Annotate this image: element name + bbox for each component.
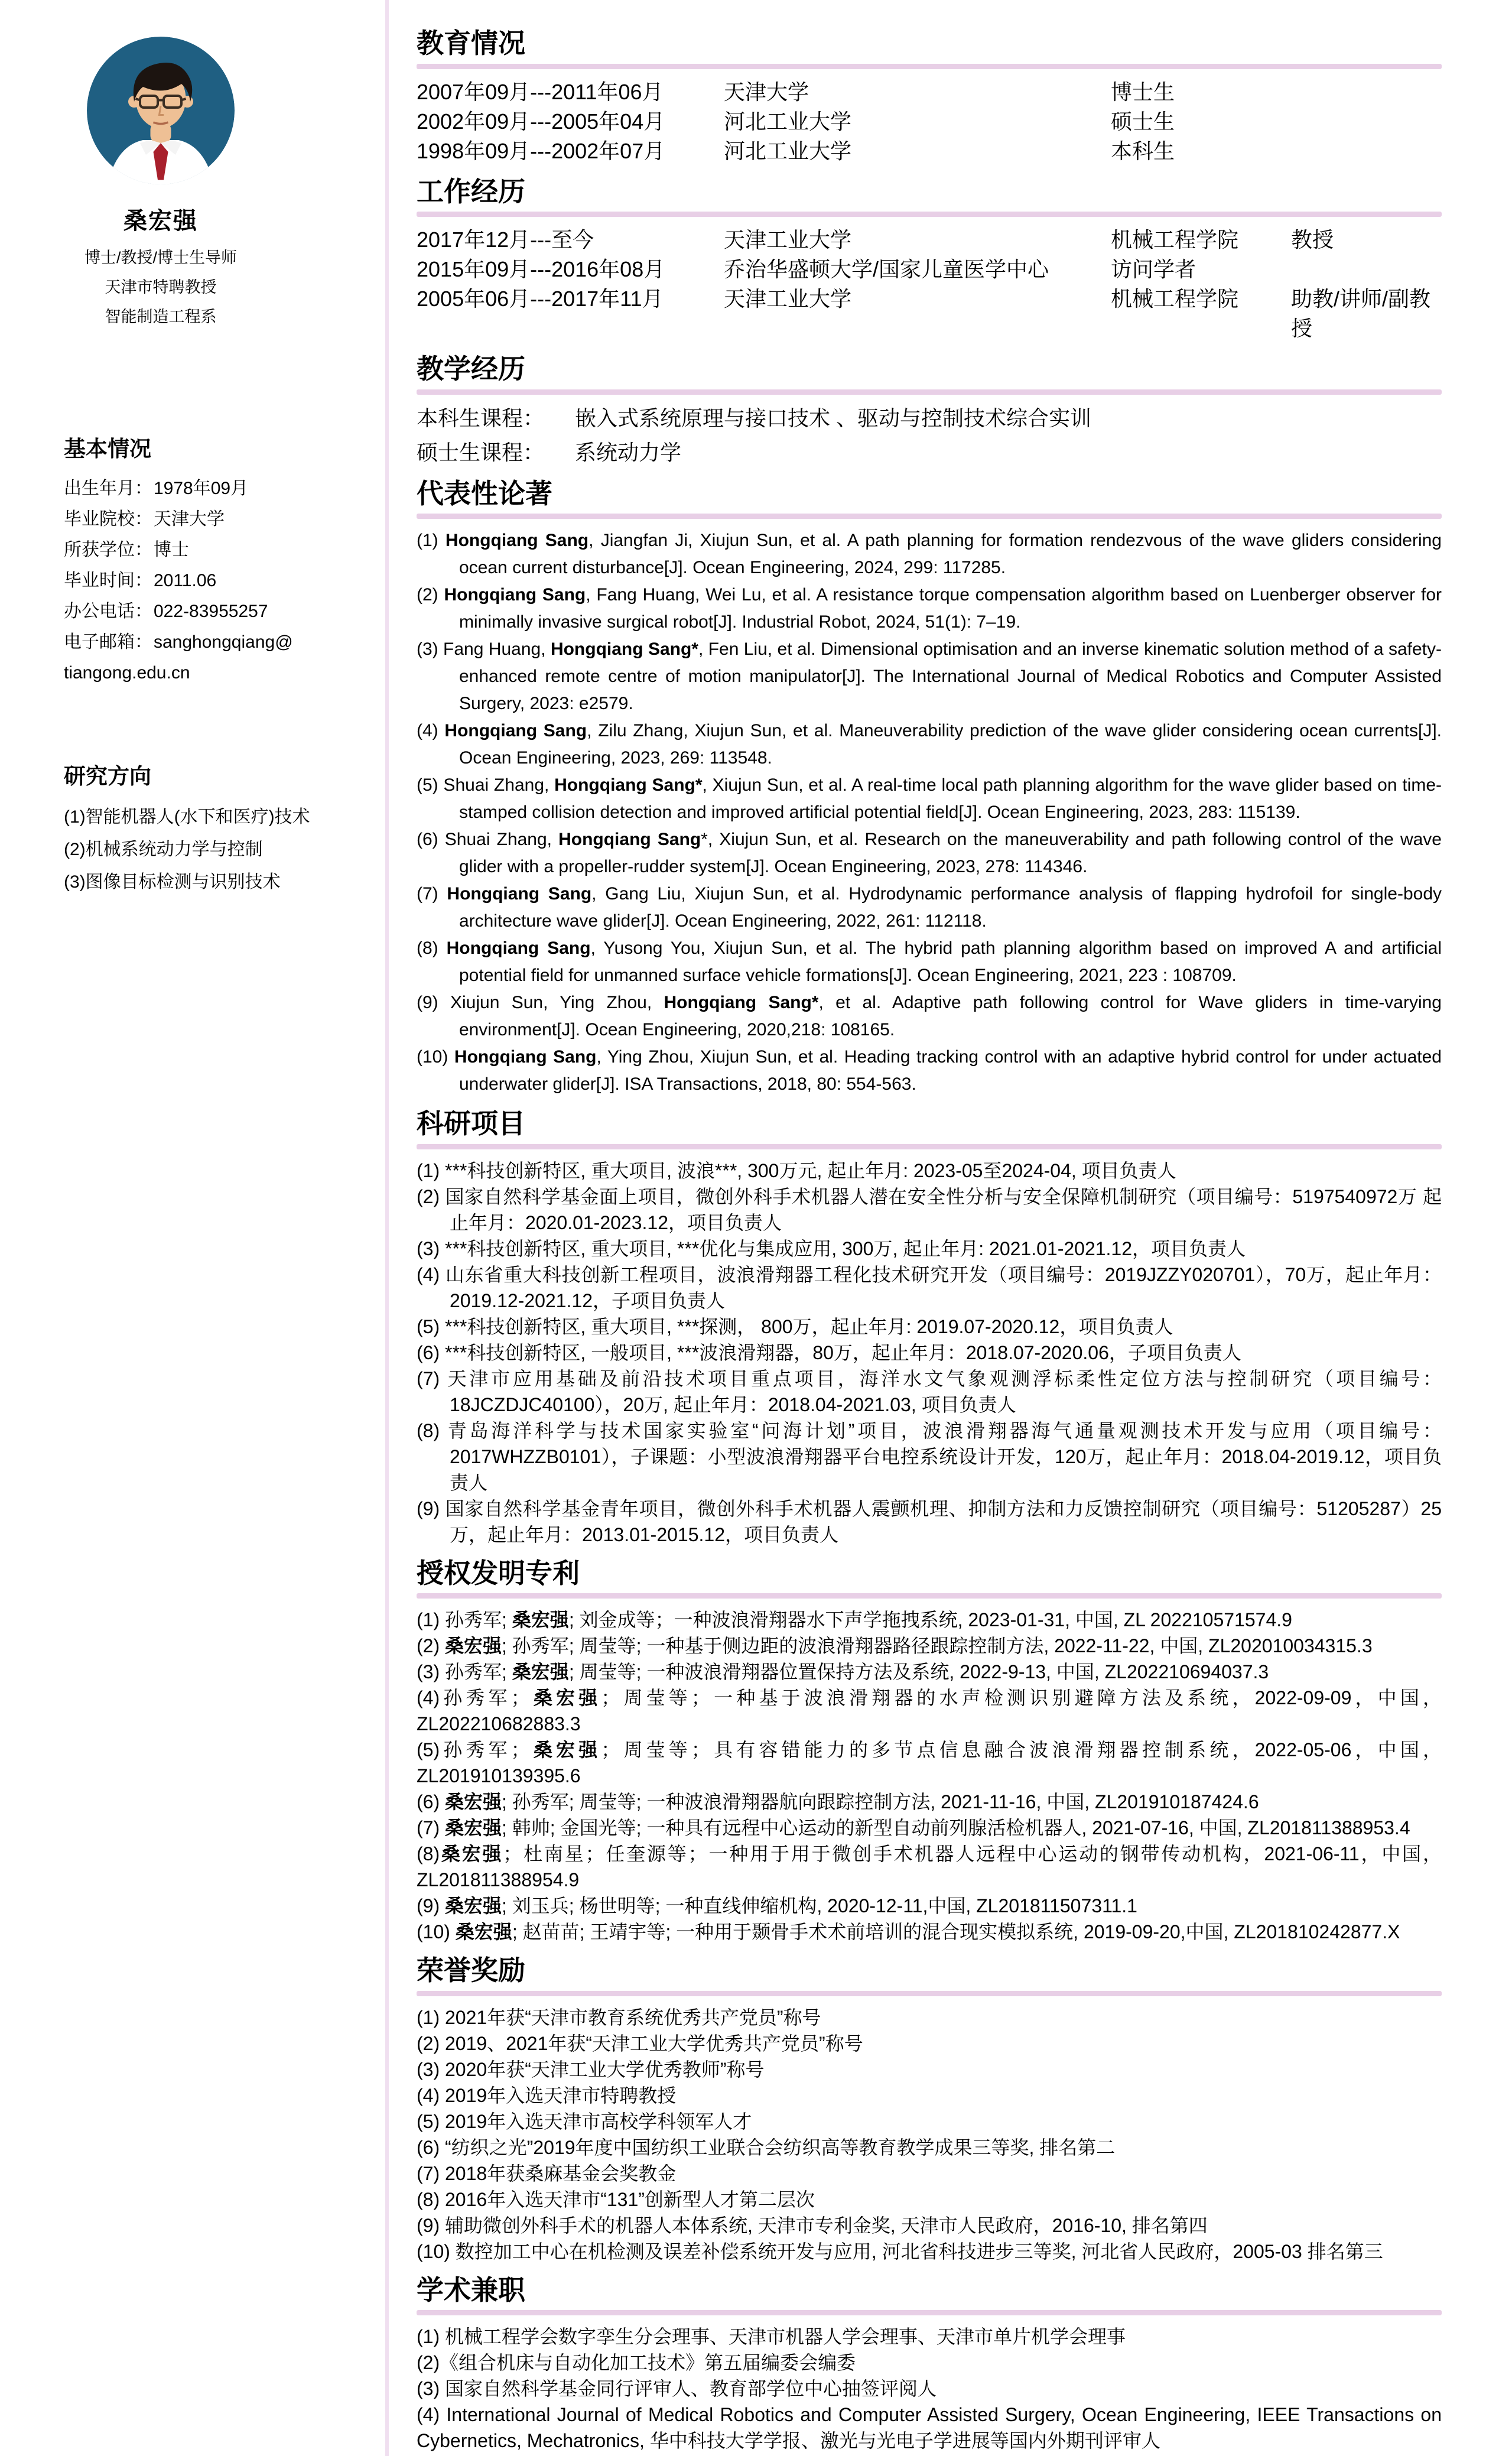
info-label: 出生年月： <box>64 479 152 498</box>
honor-item: (6) “纺织之光”2019年度中国纺织工业联合会纺织高等教育教学成果三等奖, 排名第二 <box>417 2136 1116 2158</box>
table-row <box>417 107 1442 137</box>
table-cell: 1998年09月---2002年07月 <box>417 138 665 163</box>
text-segment: (1) 孙秀军; <box>417 1609 512 1631</box>
table-cell: 机械工程学院 <box>1111 228 1239 252</box>
highlighted-author-name: 桑宏强 <box>529 1687 601 1709</box>
text-segment: ；杜南星；任奎源等；一种用于用于微创手术机器人远程中心运动的钢带传动机构，2021-06-11，中国，ZL201811388954.9 <box>417 1843 1442 1891</box>
table-cell: 天津工业大学 <box>724 228 852 252</box>
research-heading: 研究方向 <box>64 764 151 788</box>
info-row <box>64 504 373 535</box>
text-segment: ; 赵苗苗; 王靖宇等; 一种用于颞骨手术术前培训的混合现实模拟系统, 2019-09-20,中国, ZL201810242877.X <box>512 1921 1400 1943</box>
highlighted-author-name: Hongqiang Sang <box>444 585 586 605</box>
table-cell: 系统动力学 <box>575 440 682 464</box>
project-item: (6) ***科技创新特区, 一般项目, ***波浪滑翔器，80万，起止年月：2018.07-2020.06，子项目负责人 <box>417 1341 1241 1363</box>
basic-info-rows <box>64 473 373 688</box>
highlighted-author-name: 桑宏强 <box>445 1635 502 1657</box>
patent-item <box>417 1685 1442 1737</box>
text-segment: , Fen Liu, et al. Dimensional optimisation and an inverse kinematic solution method of a safety-enhanced remote centre of motion manipulator[J]. The International Journal of Medical Robotics and Computer Assisted Surgery, 2023: e2579. <box>459 639 1442 714</box>
patent-item <box>417 1893 1442 1919</box>
person-title-line: 博士/教授/博士生导师 <box>84 249 237 267</box>
highlighted-author-name: Hongqiang Sang <box>447 884 592 904</box>
info-value: 2011.06 <box>154 571 217 590</box>
table-cell: 教授 <box>1291 228 1334 252</box>
patent-item <box>417 1737 1442 1789</box>
publication-item <box>417 581 1442 636</box>
table-cell: 助教/讲师/副教授 <box>1291 287 1431 341</box>
text-segment: ; 刘玉兵; 杨世明等; 一种直线伸缩机构, 2020-12-11,中国, ZL201811507311.1 <box>502 1895 1137 1917</box>
basic-info-section <box>64 431 373 688</box>
text-segment: *, Xiujun Sun, et al. Research on the maneuverability and path following control of the wave glider with a propeller-rudder system[J]. Ocean Engineering, 2023, 278: 114346. <box>459 830 1442 877</box>
text-segment: (6) <box>417 1791 445 1813</box>
research-items <box>64 801 373 898</box>
text-segment: , Xiujun Sun, et al. A real-time local path planning algorithm for the wave glider based on time-stamped collision detection and improved artificial potential field[J]. Ocean Engineering, 2023, 283: 115139. <box>459 775 1442 823</box>
section-patents <box>417 1558 1442 1945</box>
info-row <box>64 627 373 658</box>
info-row <box>64 658 373 688</box>
table-cell: 2007年09月---2011年06月 <box>417 79 664 104</box>
main-content <box>417 0 1442 2454</box>
education-table <box>417 77 1442 166</box>
honor-item: (7) 2018年获桑麻基金会奖教金 <box>417 2162 677 2184</box>
highlighted-author-name: 桑宏强 <box>529 1739 601 1761</box>
highlighted-author-name: Hongqiang Sang <box>454 1047 597 1067</box>
section-honors <box>417 1955 1442 2265</box>
patent-item <box>417 1841 1442 1893</box>
section-heading-publications: 代表性论著 <box>417 477 552 509</box>
text-segment: ; 刘金成等；一种波浪滑翔器水下声学拖拽系统, 2023-01-31, 中国, ZL 202210571574.9 <box>568 1609 1292 1631</box>
text-segment: , Gang Liu, Xiujun Sun, et al. Hydrodynamic performance analysis of flapping hydrofoil for single-body architecture wave glider[J]. Ocean Engineering, 2022, 261: 112118. <box>459 884 1442 931</box>
section-heading-education: 教育情况 <box>417 28 525 59</box>
table-row <box>417 77 1442 107</box>
vertical-divider <box>385 0 389 2456</box>
section-underline <box>417 64 1442 69</box>
table-row <box>417 255 1442 284</box>
section-education <box>417 28 1442 166</box>
person-name: 桑宏强 <box>123 208 198 234</box>
text-segment: (8) <box>417 1843 440 1865</box>
section-underline <box>417 1593 1442 1599</box>
teaching-table <box>417 403 1442 468</box>
text-segment: (1) <box>417 531 446 551</box>
text-segment: (2) <box>417 1635 445 1657</box>
text-segment: ；周莹等；一种基于波浪滑翔器的水声检测识别避障方法及系统，2022-09-09，中国，ZL202210682883.3 <box>417 1687 1442 1735</box>
academic-position-item: (1) 机械工程学会数字孪生分会理事、天津市机器人学会理事、天津市单片机学会理事 <box>417 2326 1126 2348</box>
section-underline <box>417 389 1442 395</box>
text-segment: (7) <box>417 884 447 904</box>
text-segment: ; 孙秀军; 周莹等; 一种基于侧边距的波浪滑翔器路径跟踪控制方法, 2022-11-22, 中国, ZL202010034315.3 <box>502 1635 1373 1657</box>
patent-item <box>417 1633 1442 1659</box>
text-segment: (7) <box>417 1817 445 1839</box>
text-segment: , Yusong You, Xiujun Sun, et al. The hybrid path planning algorithm based on improved A and artificial potential field for unmanned surface vehicle formations[J]. Ocean Engineering, 2021, 223 : 108709. <box>459 938 1442 986</box>
section-underline <box>417 2310 1442 2315</box>
info-label: 所获学位： <box>64 540 152 560</box>
table-cell: 本科生 <box>1111 138 1175 163</box>
section-academic-positions <box>417 2275 1442 2454</box>
profile-header <box>60 37 261 332</box>
info-value: 1978年09月 <box>154 479 249 498</box>
highlighted-author-name: Hongqiang Sang <box>446 938 591 959</box>
academic-position-item: (3) 国家自然科学基金同行评审人、教育部学位中心抽签评阅人 <box>417 2378 937 2400</box>
info-row <box>64 596 373 627</box>
info-value: 天津大学 <box>154 509 225 529</box>
text-segment: (5)孙秀军； <box>417 1739 530 1761</box>
highlighted-author-name: 桑宏强 <box>512 1609 569 1631</box>
text-segment: ; 周莹等; 一种波浪滑翔器位置保持方法及系统, 2022-9-13, 中国, ZL202210694037.3 <box>568 1661 1269 1683</box>
publication-item <box>417 826 1442 881</box>
info-label: 电子邮箱： <box>64 632 152 652</box>
patent-item <box>417 1919 1442 1945</box>
highlighted-author-name: 桑宏强 <box>445 1817 502 1839</box>
table-row <box>417 403 1442 434</box>
project-list <box>417 1158 1442 1548</box>
honor-item: (9) 辅助微创外科手术的机器人本体系统, 天津市专利金奖, 天津市人民政府，2016-10, 排名第四 <box>417 2214 1208 2236</box>
highlighted-author-name: Hongqiang Sang <box>558 830 701 850</box>
section-heading-academic-positions: 学术兼职 <box>417 2274 525 2305</box>
academic-position-item: (2)《组合机床与自动化加工技术》第五届编委会编委 <box>417 2352 856 2374</box>
section-teaching <box>417 354 1442 468</box>
table-cell: 硕士生课程： <box>417 440 545 464</box>
honor-item: (8) 2016年入选天津市“131”创新型人才第二层次 <box>417 2188 815 2210</box>
research-direction: (3)图像目标检测与识别技术 <box>64 872 281 892</box>
publication-item <box>417 527 1442 581</box>
text-segment: ; 孙秀军; 周莹等; 一种波浪滑翔器航向跟踪控制方法, 2021-11-16, 中国, ZL201910187424.6 <box>502 1791 1259 1813</box>
project-item: (7) 天津市应用基础及前沿技术项目重点项目，海洋水文气象观测浮标柔性定位方法与控制研究（项目编号：18JCZDJC40100），20万, 起止年月：2018.04-2021.03, 项目负责人 <box>417 1367 1442 1415</box>
work-table <box>417 225 1442 343</box>
text-segment: (10) <box>417 1921 456 1943</box>
info-row <box>64 535 373 566</box>
text-segment: , Zilu Zhang, Xiujun Sun, et al. Maneuverability prediction of the wave glider considering ocean currents[J]. Ocean Engineering, 2023, 269: 113548. <box>459 721 1442 768</box>
highlighted-author-name: 桑宏强 <box>440 1843 503 1865</box>
section-heading-patents: 授权发明专利 <box>417 1557 580 1588</box>
text-segment: (8) <box>417 938 447 959</box>
table-cell: 河北工业大学 <box>724 138 852 163</box>
table-cell <box>1291 137 1442 166</box>
info-value: tiangong.edu.cn <box>64 663 190 683</box>
patent-item <box>417 1607 1442 1633</box>
text-segment: (5) Shuai Zhang, <box>417 775 555 795</box>
table-cell: 2005年06月---2017年11月 <box>417 287 664 311</box>
academic-position-list <box>417 2324 1442 2454</box>
research-direction: (1)智能机器人(水下和医疗)技术 <box>64 807 310 827</box>
honor-item: (1) 2021年获“天津市教育系统优秀共产党员”称号 <box>417 2006 821 2028</box>
highlighted-author-name: 桑宏强 <box>455 1921 512 1943</box>
table-cell: 乔治华盛顿大学/国家儿童医学中心 <box>724 257 1049 282</box>
honor-item: (2) 2019、2021年获“天津工业大学优秀共产党员”称号 <box>417 2032 863 2054</box>
table-cell: 本科生课程： <box>417 405 545 430</box>
text-segment: (2) <box>417 585 444 605</box>
highlighted-author-name: 桑宏强 <box>445 1791 502 1813</box>
person-title-line: 智能制造工程系 <box>105 308 217 326</box>
info-value: sanghongqiang@ <box>154 632 293 652</box>
text-segment: (9) <box>417 1895 445 1917</box>
text-segment: , et al. Adaptive path following control for Wave gliders in time-varying environment[J]. Ocean Engineering, 2020,218: 108165. <box>459 993 1442 1040</box>
section-underline <box>417 514 1442 519</box>
patent-item <box>417 1789 1442 1815</box>
publication-item <box>417 1044 1442 1098</box>
table-cell: 博士生 <box>1111 79 1175 104</box>
project-item: (5) ***科技创新特区, 重大项目, ***探测， 800万，起止年月: 2019.07-2020.12，项目负责人 <box>417 1315 1173 1337</box>
project-item: (9) 国家自然科学基金青年项目，微创外科手术机器人震颤机理、抑制方法和力反馈控制研究（项目编号：51205287）25万，起止年月：2013.01-2015.12，项目负责人 <box>417 1497 1442 1545</box>
table-cell: 硕士生 <box>1111 109 1175 134</box>
honor-list <box>417 2005 1442 2265</box>
profile-photo <box>87 37 235 184</box>
info-value: 博士 <box>154 540 189 560</box>
table-cell: 2017年12月---至今 <box>417 228 594 252</box>
table-cell: 天津大学 <box>724 79 809 104</box>
project-item: (1) ***科技创新特区, 重大项目, 波浪***, 300万元, 起止年月: 2023-05至2024-04, 项目负责人 <box>417 1159 1176 1181</box>
section-heading-work: 工作经历 <box>417 176 525 207</box>
publication-item <box>417 772 1442 826</box>
text-segment: , Jiangfan Ji, Xiujun Sun, et al. A path planning for formation rendezvous of the wave gliders considering ocean current disturbance[J]. Ocean Engineering, 2024, 299: 117285. <box>459 531 1442 578</box>
table-cell: 2002年09月---2005年04月 <box>417 109 665 134</box>
project-item: (2) 国家自然科学基金面上项目，微创外科手术机器人潜在安全性分析与安全保障机制研究（项目编号：5197540972万 起止年月：2020.01-2023.12，项目负责人 <box>417 1185 1442 1233</box>
text-segment: (3) 孙秀军; <box>417 1661 512 1683</box>
text-segment: (3) Fang Huang, <box>417 639 551 660</box>
text-segment: , Fang Huang, Wei Lu, et al. A resistance torque compensation algorithm based on Luenberger observer for minimally invasive surgical robot[J]. Industrial Robot, 2024, 51(1): 7–19. <box>459 585 1442 632</box>
highlighted-author-name: Hongqiang Sang* <box>550 639 698 660</box>
text-segment: ；周莹等；具有容错能力的多节点信息融合波浪滑翔器控制系统，2022-05-06，中国，ZL201910139395.6 <box>417 1739 1442 1787</box>
section-underline <box>417 1144 1442 1149</box>
section-heading-teaching: 教学经历 <box>417 353 525 385</box>
info-label: 毕业院校： <box>64 509 152 529</box>
project-item: (4) 山东省重大科技创新工程项目，波浪滑翔器工程化技术研究开发（项目编号：2019JZZY020701），70万，起止年月：2019.12-2021.12，子项目负责人 <box>417 1263 1442 1311</box>
patent-item <box>417 1815 1442 1841</box>
table-row <box>417 437 1442 468</box>
text-segment: ; 韩帅; 金国光等; 一种具有远程中心运动的新型自动前列腺活检机器人, 2021-07-16, 中国, ZL201811388953.4 <box>502 1817 1410 1839</box>
table-cell: 天津工业大学 <box>724 287 852 311</box>
table-row <box>417 137 1442 166</box>
section-work <box>417 177 1442 344</box>
info-row <box>64 473 373 504</box>
table-cell: 访问学者 <box>1111 257 1196 282</box>
highlighted-author-name: 桑宏强 <box>512 1661 569 1683</box>
text-segment: (4)孙秀军； <box>417 1687 530 1709</box>
table-cell: 河北工业大学 <box>724 109 852 134</box>
publication-item <box>417 935 1442 989</box>
honor-item: (10) 数控加工中心在机检测及误差补偿系统开发与应用, 河北省科技进步三等奖, 河北省人民政府，2005-03 排名第三 <box>417 2240 1383 2262</box>
info-label: 毕业时间： <box>64 571 152 590</box>
publication-item <box>417 881 1442 935</box>
sidebar <box>0 0 385 2456</box>
highlighted-author-name: Hongqiang Sang <box>444 721 587 741</box>
table-cell <box>1291 77 1442 107</box>
person-titles <box>60 243 261 332</box>
section-publications <box>417 479 1442 1099</box>
info-row <box>64 566 373 596</box>
highlighted-author-name: Hongqiang Sang <box>445 531 589 551</box>
project-item: (3) ***科技创新特区, 重大项目, ***优化与集成应用, 300万, 起止年月: 2021.01-2021.12，项目负责人 <box>417 1237 1246 1259</box>
table-cell: 2015年09月---2016年08月 <box>417 257 665 282</box>
project-item: (8) 青岛海洋科学与技术国家实验室“问海计划”项目，波浪滑翔器海气通量观测技术开发与应用（项目编号：2017WHZZB0101），子课题：小型波浪滑翔器平台电控系统设计开发，120万，起止年月：2018.04-2019.12，项目负责人 <box>417 1419 1442 1493</box>
table-cell <box>1291 255 1442 284</box>
table-row <box>417 225 1442 255</box>
section-heading-honors: 荣誉奖励 <box>417 1955 525 1986</box>
text-segment: (10) <box>417 1047 454 1067</box>
research-direction: (2)机械系统动力学与控制 <box>64 840 263 859</box>
section-underline <box>417 212 1442 217</box>
publication-item <box>417 989 1442 1044</box>
table-cell <box>1291 107 1442 137</box>
publication-list <box>417 527 1442 1098</box>
table-cell: 机械工程学院 <box>1111 287 1239 311</box>
publication-item <box>417 636 1442 717</box>
basic-info-heading: 基本情况 <box>64 437 151 461</box>
person-title-line: 天津市特聘教授 <box>105 278 217 296</box>
info-value: 022-83955257 <box>154 602 268 621</box>
highlighted-author-name: Hongqiang Sang* <box>664 993 819 1013</box>
research-section <box>64 758 373 898</box>
patent-list <box>417 1607 1442 1945</box>
text-segment: (6) Shuai Zhang, <box>417 830 559 850</box>
highlighted-author-name: 桑宏强 <box>445 1895 502 1917</box>
text-segment: (9) Xiujun Sun, Ying Zhou, <box>417 993 664 1013</box>
text-segment: (4) <box>417 721 445 741</box>
info-label: 办公电话： <box>64 602 152 621</box>
text-segment: , Ying Zhou, Xiujun Sun, et al. Heading tracking control with an adaptive hybrid control for under actuated underwater glider[J]. ISA Transactions, 2018, 80: 554-563. <box>459 1047 1442 1094</box>
highlighted-author-name: Hongqiang Sang* <box>554 775 703 795</box>
publication-item <box>417 717 1442 772</box>
table-cell: 嵌入式系统原理与接口技术 、驱动与控制技术综合实训 <box>575 405 1092 430</box>
table-row <box>417 284 1442 343</box>
section-underline <box>417 1991 1442 1996</box>
academic-position-item: (4) International Journal of Medical Robotics and Computer Assisted Surgery, Ocean Engineering, IEEE Transactions on Cybernetics, Mechatronics, 华中科技大学学报、激光与光电子学进展等国内外期刊评审人 <box>417 2404 1442 2452</box>
honor-item: (5) 2019年入选天津市高校学科领军人才 <box>417 2110 752 2132</box>
patent-item <box>417 1659 1442 1685</box>
section-heading-projects: 科研项目 <box>417 1108 525 1139</box>
honor-item: (3) 2020年获“天津工业大学优秀教师”称号 <box>417 2058 765 2080</box>
honor-item: (4) 2019年入选天津市特聘教授 <box>417 2084 677 2106</box>
section-projects <box>417 1109 1442 1548</box>
